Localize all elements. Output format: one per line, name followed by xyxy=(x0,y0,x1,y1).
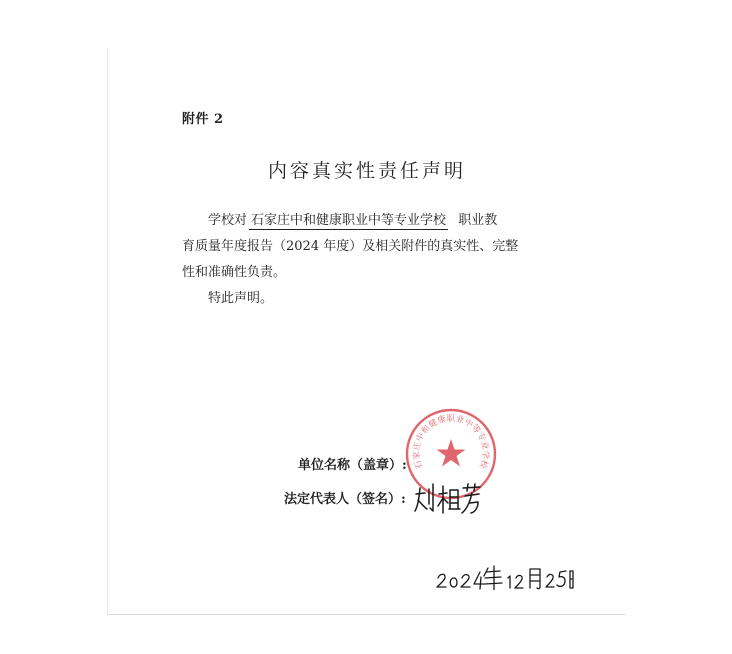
document-page xyxy=(107,48,626,615)
statement-line-3: 性和准确性负责。 xyxy=(182,265,287,280)
seal-text: 石家庄中和健康职业中等专业学校 xyxy=(410,412,492,471)
statement-body xyxy=(182,208,554,312)
unit-name-label: 单位名称（盖章）: xyxy=(298,458,407,473)
statement-line-2: 育质量年度报告（2024 年度）及相关附件的真实性、完整 xyxy=(182,239,519,254)
closing-text: 特此声明。 xyxy=(208,291,274,306)
handwritten-date-icon xyxy=(434,560,574,590)
statement-prefix: 学校对 xyxy=(208,213,248,228)
handwritten-signature-icon xyxy=(412,480,484,516)
document-title: 内容真实性责任声明 xyxy=(267,160,466,182)
statement-line-1 xyxy=(182,208,554,234)
legal-rep-label: 法定代表人（签名）: xyxy=(284,492,406,507)
school-name: 石家庄中和健康职业中等专业学校 xyxy=(251,213,447,228)
attachment-label: 附件 2 xyxy=(182,112,224,127)
statement-line1-suffix: 职业教 xyxy=(458,213,498,228)
